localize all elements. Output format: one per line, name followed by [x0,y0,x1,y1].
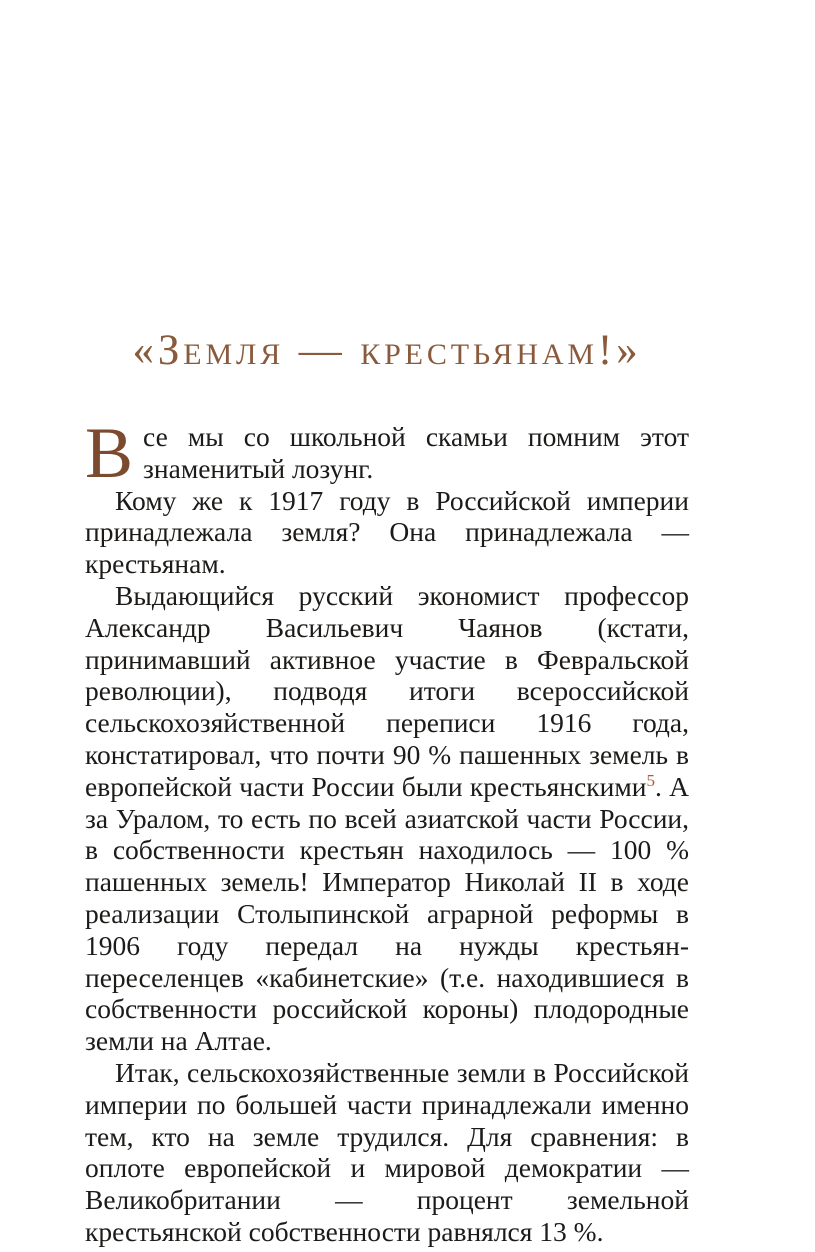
paragraph-1-text: се мы со школьной скамьи помним этот знаменитый лозунг. [143,421,689,484]
paragraph-3-text-after-note: . А за Уралом, то есть по всей азиатской части России, в собственности крестьян находилось — 100 % пашенных земель! Император Николай II в ходе реализации Столыпинской аграрной реформы в 1906 году передал на нужды крестьян-переселенцев «кабинетские» (т.е. находившиеся в собственности российской короны) плодородные земли на Алтае. [85,770,689,1057]
chapter-title: «Земля — крестьянам!» [132,327,642,374]
footnote-ref: 5 [646,770,655,790]
paragraph-1 [85,413,689,493]
paragraph-2: Кому же к 1917 году в Российской империи принадлежала земля? Она принадлежала — крестьянам. [85,484,689,580]
dropcap-letter: В [85,413,134,493]
paragraph-3 [85,580,689,1057]
paragraph-4: Итак, сельскохозяйственные земли в Российской империи по большей части принадлежали именно тем, кто на земле трудился. Для сравнения: в оплоте европейской и мировой демократии — Великобритании — процент земельной крестьянской собственности равнялся 13 %. [85,1056,689,1247]
paragraph-3-text-before-note: Выдающийся русский экономист профессор Александр Васильевич Чаянов (кстати, принимавший активное участие в Февральской революции), подводя итоги всероссийской сельскохозяйственной переписи 1916 года, констатировал, что почти 90 % пашенных земель в европейской части России были крестьянскими [85,579,689,802]
chapter-body [85,413,689,1248]
